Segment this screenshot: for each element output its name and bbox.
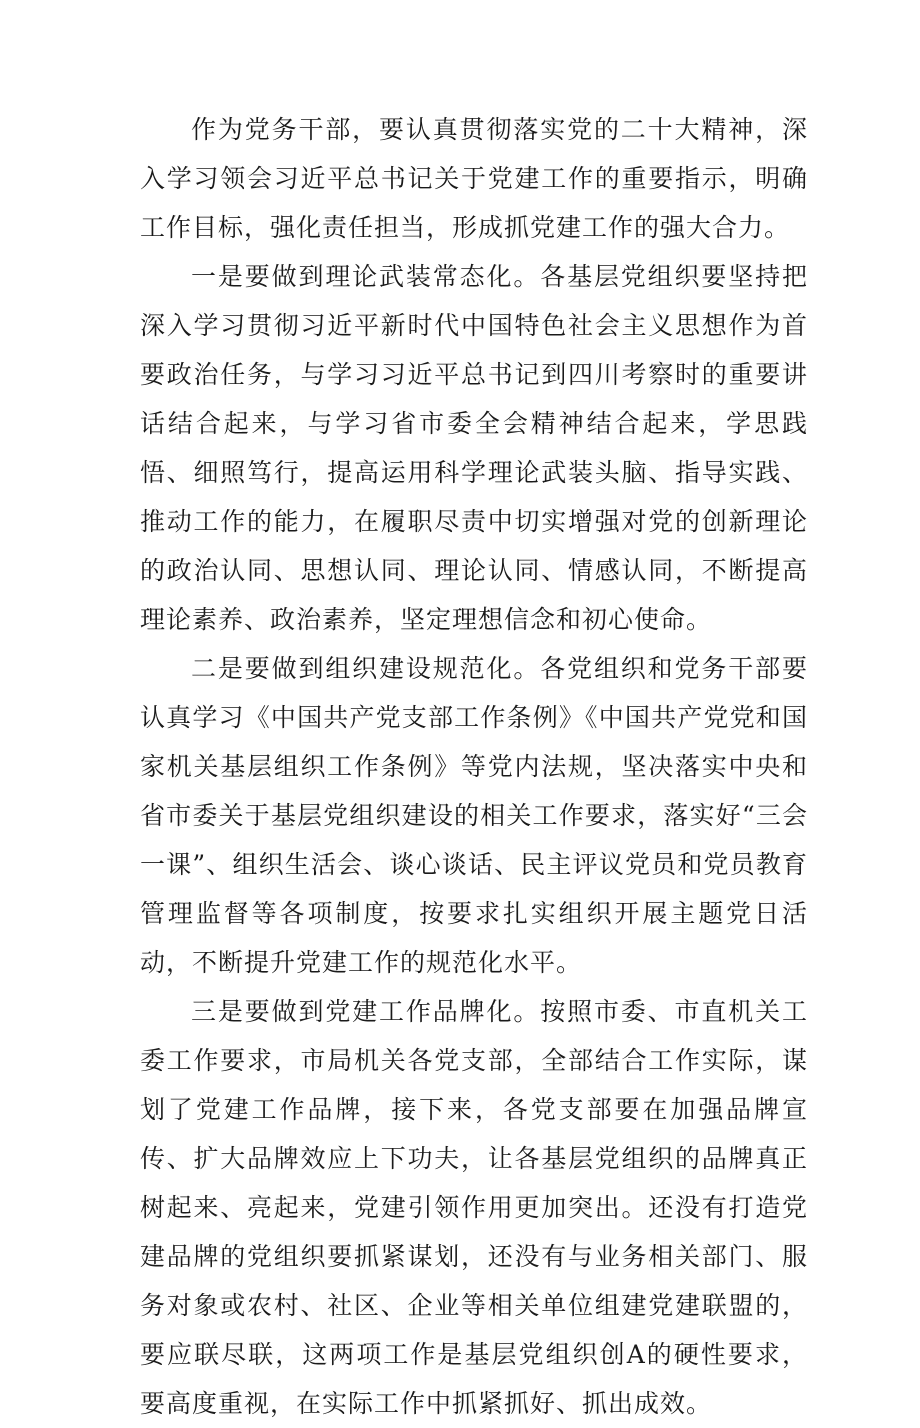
organization-paragraph: 二是要做到组织建设规范化。各党组织和党务干部要认真学习《中国共产党支部工作条例》《中国共产党党和国家机关基层组织工作条例》等党内法规，坚决落实中央和省市委关于基层党组织建设的相关工作要求，落实好“三会一课”、组织生活会、谈心谈话、民主评议党员和党员教育管理监督等各项制度，按要求扎实组织开展主题党日活动，不断提升党建工作的规范化水平。 (140, 654, 808, 977)
intro-paragraph: 作为党务干部，要认真贯彻落实党的二十大精神，深入学习领会习近平总书记关于党建工作的重要指示，明确工作目标，强化责任担当，形成抓党建工作的强大合力。 (140, 115, 808, 242)
theory-paragraph: 一是要做到理论武装常态化。各基层党组织要坚持把深入学习贯彻习近平新时代中国特色社会主义思想作为首要政治任务，与学习习近平总书记到四川考察时的重要讲话结合起来，与学习省市委全会精神结合起来，学思践悟、细照笃行，提高运用科学理论武装头脑、指导实践、推动工作的能力，在履职尽责中切实增强对党的创新理论的政治认同、思想认同、理论认同、情感认同，不断提高理论素养、政治素养，坚定理想信念和初心使命。 (140, 262, 808, 634)
document-page (140, 105, 808, 1428)
branding-paragraph: 三是要做到党建工作品牌化。按照市委、市直机关工委工作要求，市局机关各党支部，全部结合工作实际，谋划了党建工作品牌，接下来，各党支部要在加强品牌宣传、扩大品牌效应上下功夫，让各基层党组织的品牌真正树起来、亮起来，党建引领作用更加突出。还没有打造党建品牌的党组织要抓紧谋划，还没有与业务相关部门、服务对象或农村、社区、企业等相关单位组建党建联盟的，要应联尽联，这两项工作是基层党组织创A的硬性要求，要高度重视，在实际工作中抓紧抓好、抓出成效。 (140, 997, 808, 1418)
